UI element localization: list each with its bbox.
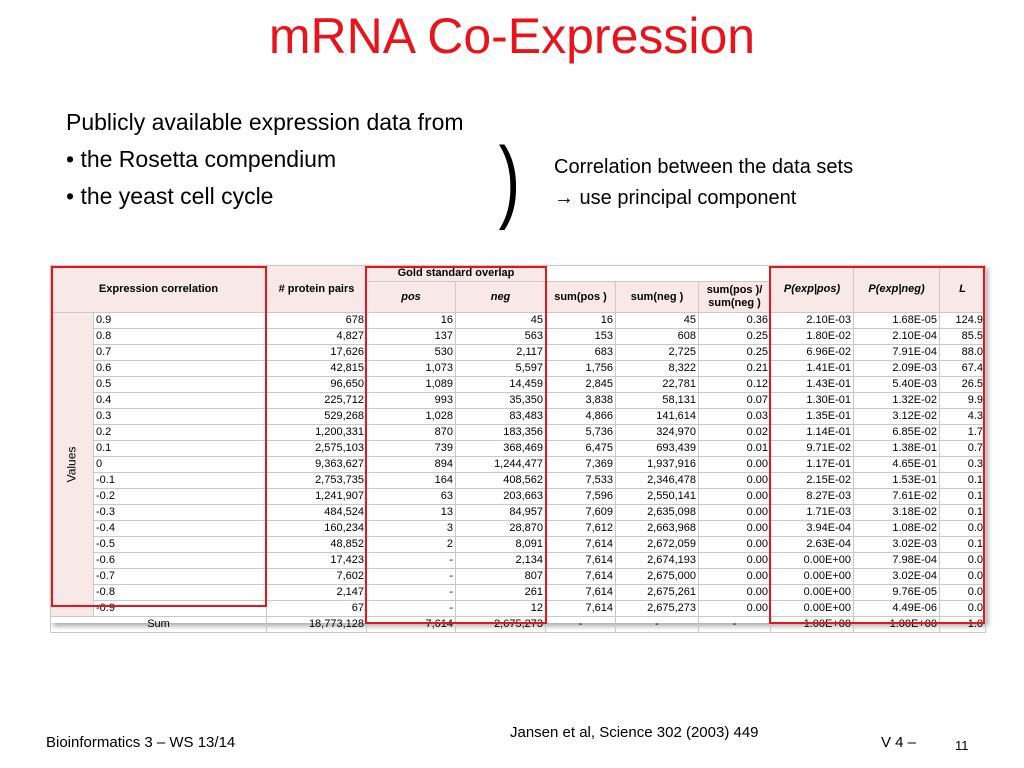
table-cell: 45 [456, 313, 546, 329]
table-row [51, 505, 986, 521]
table-cell: 7,369 [546, 457, 616, 473]
table-cell: 7,614 [546, 585, 616, 601]
table-cell: 3.02E-04 [854, 569, 940, 585]
table-cell: 0.01 [699, 441, 771, 457]
expression-table [50, 265, 986, 633]
table-cell: 0.0 [940, 585, 986, 601]
header-ratio-top: sum(pos )/ [706, 284, 763, 296]
header-p-exp-neg: P(exp|neg) [854, 266, 940, 313]
table-cell: 0.00 [699, 457, 771, 473]
table-cell: 67.4 [940, 361, 986, 377]
table-cell: 1.53E-01 [854, 473, 940, 489]
table-cell: 0.21 [699, 361, 771, 377]
table-cell: 693,439 [616, 441, 699, 457]
table-row [51, 409, 986, 425]
header-expression-correlation: Expression correlation [51, 266, 267, 313]
table-cell: 6,475 [546, 441, 616, 457]
table-cell: 2,674,193 [616, 553, 699, 569]
table-cell: 85.5 [940, 329, 986, 345]
table-cell: 12 [456, 601, 546, 617]
table-cell: 1.43E-01 [771, 377, 854, 393]
table-cell: 0.00 [699, 505, 771, 521]
table-cell: 42,815 [267, 361, 367, 377]
table-cell: 137 [367, 329, 456, 345]
table-cell: 14,459 [456, 377, 546, 393]
table-cell: 0.00 [699, 601, 771, 617]
header-neg: neg [456, 282, 546, 313]
table-cell: 1,937,916 [616, 457, 699, 473]
table-cell: 529,268 [267, 409, 367, 425]
table-cell: 5,597 [456, 361, 546, 377]
table-cell: 1,089 [367, 377, 456, 393]
sum-cell: 1.0 [940, 617, 986, 633]
values-side-label [51, 313, 94, 617]
sum-cell: 7,614 [367, 617, 456, 633]
table-cell: - [367, 569, 456, 585]
table-cell: 0.5 [94, 377, 267, 393]
table-cell: -0.7 [94, 569, 267, 585]
table-cell: -0.5 [94, 537, 267, 553]
closing-bracket: ) [498, 129, 521, 231]
table-cell: 0.00 [699, 569, 771, 585]
table-cell: 530 [367, 345, 456, 361]
table-cell: 225,712 [267, 393, 367, 409]
table-cell: 0.12 [699, 377, 771, 393]
table-cell: 1.17E-01 [771, 457, 854, 473]
table-cell: 16 [546, 313, 616, 329]
table-cell: 1.38E-01 [854, 441, 940, 457]
table-cell: 563 [456, 329, 546, 345]
table-cell: 7,614 [546, 553, 616, 569]
table-cell: 2,147 [267, 585, 367, 601]
table-row [51, 601, 986, 617]
table-cell: 3.18E-02 [854, 505, 940, 521]
table-cell: 2 [367, 537, 456, 553]
sum-cell: - [616, 617, 699, 633]
table-row [51, 489, 986, 505]
table-cell: 1.35E-01 [771, 409, 854, 425]
sum-cell: - [546, 617, 616, 633]
intro-heading: Publicly available expression data from [66, 109, 464, 135]
table-cell: 3 [367, 521, 456, 537]
table-cell: -0.8 [94, 585, 267, 601]
table-cell: 993 [367, 393, 456, 409]
table-row [51, 473, 986, 489]
table-cell: 13 [367, 505, 456, 521]
table-cell: 0.0 [940, 521, 986, 537]
table-row [51, 585, 986, 601]
intro-bullet: • the yeast cell cycle [66, 183, 274, 209]
table-cell: 0.7 [940, 441, 986, 457]
table-cell: 183,356 [456, 425, 546, 441]
table-cell: 0.03 [699, 409, 771, 425]
table-row [51, 425, 986, 441]
table-cell: 0.07 [699, 393, 771, 409]
table-cell: 3,838 [546, 393, 616, 409]
table-cell: 0.1 [940, 473, 986, 489]
table-cell: 1,756 [546, 361, 616, 377]
citation: Jansen et al, Science 302 (2003) 449 [510, 724, 759, 741]
table-cell: 203,663 [456, 489, 546, 505]
table-row [51, 457, 986, 473]
table-cell: 1,073 [367, 361, 456, 377]
header-blank [546, 266, 771, 282]
values-label: Values [64, 446, 79, 482]
table-cell: 153 [546, 329, 616, 345]
table-cell: 0.3 [940, 457, 986, 473]
sum-cell: 2,675,273 [456, 617, 546, 633]
note-line: Correlation between the data sets [554, 156, 854, 178]
table-cell: 7,533 [546, 473, 616, 489]
table-row [51, 521, 986, 537]
table-cell: 7,596 [546, 489, 616, 505]
table-cell: 1,200,331 [267, 425, 367, 441]
table-cell: 63 [367, 489, 456, 505]
table-row [51, 441, 986, 457]
table-cell: 870 [367, 425, 456, 441]
table-cell: 261 [456, 585, 546, 601]
table-cell: 0.36 [699, 313, 771, 329]
table-cell: 0.0 [940, 569, 986, 585]
table-cell: 678 [267, 313, 367, 329]
table-cell: 26.5 [940, 377, 986, 393]
table-cell: 408,562 [456, 473, 546, 489]
table-cell: 0.00E+00 [771, 569, 854, 585]
header-sum-neg: sum(neg ) [616, 282, 699, 313]
table-cell: 2,134 [456, 553, 546, 569]
table-cell: 83,483 [456, 409, 546, 425]
table-cell: 0.1 [940, 489, 986, 505]
header-ratio [699, 282, 771, 313]
table-cell: 0.00E+00 [771, 585, 854, 601]
table-cell: 608 [616, 329, 699, 345]
table-cell: 7,614 [546, 569, 616, 585]
header-pos: pos [367, 282, 456, 313]
table-cell: 8,091 [456, 537, 546, 553]
table-cell: 7.98E-04 [854, 553, 940, 569]
table-cell: 9.76E-05 [854, 585, 940, 601]
table-cell: 2,672,059 [616, 537, 699, 553]
table-cell: 1,028 [367, 409, 456, 425]
table-cell: 894 [367, 457, 456, 473]
table-cell: 160,234 [267, 521, 367, 537]
table-cell: 1.71E-03 [771, 505, 854, 521]
table-cell: -0.2 [94, 489, 267, 505]
table-cell: 2,575,103 [267, 441, 367, 457]
table-cell: 16 [367, 313, 456, 329]
table-cell: 0.1 [94, 441, 267, 457]
sum-cell: 1.00E+00 [854, 617, 940, 633]
table-cell: 2,117 [456, 345, 546, 361]
table-cell: 1.68E-05 [854, 313, 940, 329]
table-cell: 2.15E-02 [771, 473, 854, 489]
table-row [51, 537, 986, 553]
table-cell: 1.30E-01 [771, 393, 854, 409]
table-cell: 2,725 [616, 345, 699, 361]
table-cell: 2,845 [546, 377, 616, 393]
note-line: → use principal component [554, 187, 797, 209]
table-cell: 8,322 [616, 361, 699, 377]
course-label: Bioinformatics 3 – WS 13/14 [46, 734, 236, 751]
lecture-label: V 4 – [881, 734, 917, 751]
header-ratio-bottom: sum(neg ) [708, 297, 761, 309]
table-cell: 164 [367, 473, 456, 489]
table-cell: 1.14E-01 [771, 425, 854, 441]
table-cell: 0.00 [699, 553, 771, 569]
sum-cell: 1.00E+00 [771, 617, 854, 633]
table-cell: 2.09E-03 [854, 361, 940, 377]
table-cell: 0.0 [940, 601, 986, 617]
table-cell: -0.3 [94, 505, 267, 521]
slide-title: mRNA Co-Expression [268, 8, 756, 64]
table-cell: 0.3 [94, 409, 267, 425]
table-cell: 1.41E-01 [771, 361, 854, 377]
table-cell: 9.71E-02 [771, 441, 854, 457]
table-cell: 0.1 [940, 537, 986, 553]
table-cell: 141,614 [616, 409, 699, 425]
table-cell: 0.2 [94, 425, 267, 441]
table-cell: 8.27E-03 [771, 489, 854, 505]
table-cell: 1,241,907 [267, 489, 367, 505]
table-cell: 4.49E-06 [854, 601, 940, 617]
table-cell: 4,866 [546, 409, 616, 425]
table-cell: 2,675,273 [616, 601, 699, 617]
table-cell: 5,736 [546, 425, 616, 441]
sum-cell: - [699, 617, 771, 633]
intro-bullet: • the Rosetta compendium [66, 146, 337, 172]
table-cell: 7,609 [546, 505, 616, 521]
table-cell: -0.6 [94, 553, 267, 569]
table-cell: 2,635,098 [616, 505, 699, 521]
table-cell: 0.6 [94, 361, 267, 377]
table-row [51, 393, 986, 409]
header-p-exp-pos: P(exp|pos) [771, 266, 854, 313]
table-cell: 0.4 [94, 393, 267, 409]
table-cell: 683 [546, 345, 616, 361]
table-cell: 96,650 [267, 377, 367, 393]
table-header-row [51, 266, 986, 282]
table-cell: 6.85E-02 [854, 425, 940, 441]
table-cell: 807 [456, 569, 546, 585]
table-row [51, 377, 986, 393]
table-cell: 4.3 [940, 409, 986, 425]
table-cell: 48,852 [267, 537, 367, 553]
table-cell: 22,781 [616, 377, 699, 393]
table-cell: 28,870 [456, 521, 546, 537]
table-cell: 2,550,141 [616, 489, 699, 505]
header-protein-pairs: # protein pairs [267, 266, 367, 313]
table-cell: 0.1 [940, 505, 986, 521]
page-number: 11 [955, 738, 969, 753]
table-row [51, 361, 986, 377]
table-cell: 1.08E-02 [854, 521, 940, 537]
table-row [51, 329, 986, 345]
table-row [51, 345, 986, 361]
table-cell: 67 [267, 601, 367, 617]
table-cell: 0.8 [94, 329, 267, 345]
table-cell: 1.32E-02 [854, 393, 940, 409]
table-cell: 7,614 [546, 537, 616, 553]
sum-cell: 18,773,128 [267, 617, 367, 633]
table-cell: 3.02E-03 [854, 537, 940, 553]
table-cell: 0.00 [699, 489, 771, 505]
table-cell: 58,131 [616, 393, 699, 409]
table-cell: 0.9 [94, 313, 267, 329]
table-cell: 17,626 [267, 345, 367, 361]
sum-row [51, 617, 986, 633]
table-cell: -0.9 [94, 601, 267, 617]
table-cell: 17,423 [267, 553, 367, 569]
table-cell: 0.00 [699, 537, 771, 553]
table-cell: 2.10E-04 [854, 329, 940, 345]
table-cell: 9,363,627 [267, 457, 367, 473]
table-cell: 3.12E-02 [854, 409, 940, 425]
table-cell: 0.25 [699, 329, 771, 345]
table-cell: 0.00E+00 [771, 601, 854, 617]
table-cell: - [367, 585, 456, 601]
header-l: L [940, 266, 986, 313]
table-row [51, 313, 986, 329]
table-cell: -0.4 [94, 521, 267, 537]
sum-label: Sum [51, 617, 267, 633]
table-row [51, 569, 986, 585]
table-cell: 88.0 [940, 345, 986, 361]
table-cell: 0.00 [699, 585, 771, 601]
table-cell: 324,970 [616, 425, 699, 441]
header-gold-standard: Gold standard overlap [367, 266, 546, 282]
table-cell: 2,346,478 [616, 473, 699, 489]
table-cell: 739 [367, 441, 456, 457]
table-cell: 4,827 [267, 329, 367, 345]
table-cell: 7.91E-04 [854, 345, 940, 361]
table-cell: 2,663,968 [616, 521, 699, 537]
table-cell: 7,602 [267, 569, 367, 585]
table-cell: 6.96E-02 [771, 345, 854, 361]
table-cell: 45 [616, 313, 699, 329]
table-cell: 1.7 [940, 425, 986, 441]
table-cell: 0.00 [699, 521, 771, 537]
expression-table-panel [50, 265, 985, 630]
correlation-note [554, 152, 853, 214]
table-cell: 2.63E-04 [771, 537, 854, 553]
table-cell: -0.1 [94, 473, 267, 489]
table-cell: 1,244,477 [456, 457, 546, 473]
table-cell: 7,614 [546, 601, 616, 617]
table-cell: 1.80E-02 [771, 329, 854, 345]
table-cell: 2,675,261 [616, 585, 699, 601]
header-sum-pos: sum(pos ) [546, 282, 616, 313]
table-cell: 2,675,000 [616, 569, 699, 585]
table-cell: - [367, 601, 456, 617]
table-cell: 7.61E-02 [854, 489, 940, 505]
table-cell: 0.00E+00 [771, 553, 854, 569]
table-cell: 5.40E-03 [854, 377, 940, 393]
table-cell: 484,524 [267, 505, 367, 521]
table-cell: 0 [94, 457, 267, 473]
intro-text [66, 104, 464, 215]
table-cell: - [367, 553, 456, 569]
table-cell: 368,469 [456, 441, 546, 457]
table-cell: 0.02 [699, 425, 771, 441]
table-cell: 35,350 [456, 393, 546, 409]
table-cell: 2,753,735 [267, 473, 367, 489]
table-cell: 84,957 [456, 505, 546, 521]
table-cell: 0.7 [94, 345, 267, 361]
table-row [51, 553, 986, 569]
table-cell: 3.94E-04 [771, 521, 854, 537]
table-cell: 124.9 [940, 313, 986, 329]
table-cell: 9.9 [940, 393, 986, 409]
table-cell: 0.25 [699, 345, 771, 361]
table-cell: 4.65E-01 [854, 457, 940, 473]
table-cell: 2.10E-03 [771, 313, 854, 329]
table-cell: 0.00 [699, 473, 771, 489]
table-cell: 7,612 [546, 521, 616, 537]
table-cell: 0.0 [940, 553, 986, 569]
